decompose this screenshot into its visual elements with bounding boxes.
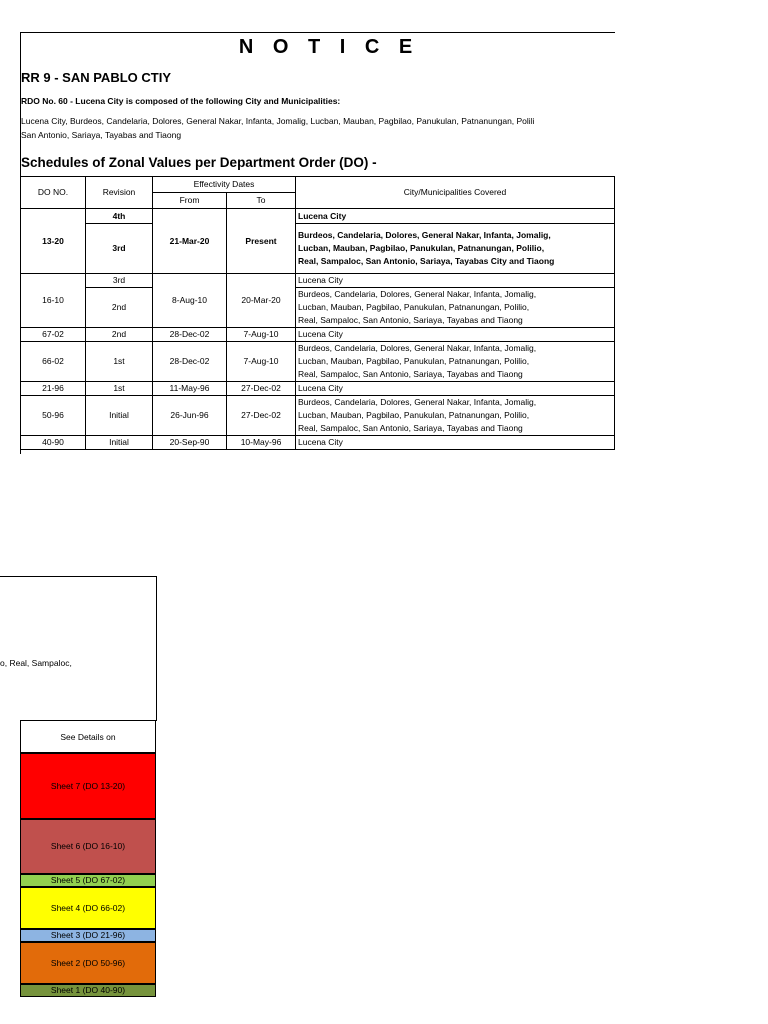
table-cell-covered [296, 396, 615, 436]
table-cell-to: 10-May-96 [227, 436, 296, 450]
table-cell-to: 27-Dec-02 [227, 396, 296, 436]
header-from: From [153, 193, 227, 209]
table-cell-to: 20-Mar-20 [227, 274, 296, 328]
header-revision: Revision [86, 177, 153, 209]
table-cell-from: 21-Mar-20 [153, 209, 227, 274]
table-cell-covered [296, 288, 615, 328]
table-cell-to: 7-Aug-10 [227, 342, 296, 382]
covered-line: Burdeos, Candelaria, Dolores, General Nakar, Infanta, Jomalig, [298, 289, 537, 299]
table-cell-to: 7-Aug-10 [227, 328, 296, 342]
table-cell-revision: 4th [86, 209, 153, 224]
table-cell-from: 20-Sep-90 [153, 436, 227, 450]
zonal-values-table [20, 176, 615, 450]
sheet-1-link[interactable]: Sheet 1 (DO 40-90) [20, 984, 156, 997]
zonal-values-table-wrap [20, 176, 616, 466]
table-cell-from: 8-Aug-10 [153, 274, 227, 328]
header-to: To [227, 193, 296, 209]
table-cell-do: 16-10 [21, 274, 86, 328]
table-cell-covered: Lucena City [296, 274, 615, 288]
table-cell-from: 11-May-96 [153, 382, 227, 396]
covered-line: Real, Sampaloc, San Antonio, Sariaya, Tayabas and Tiaong [298, 315, 523, 325]
sheet-2-link[interactable]: Sheet 2 (DO 50-96) [20, 942, 156, 984]
table-cell-do: 67-02 [21, 328, 86, 342]
table-cell-revision: Initial [86, 396, 153, 436]
covered-line: Lucban, Mauban, Pagbilao, Panukulan, Patnanungan, Polilio, [298, 302, 530, 312]
schedule-title: Schedules of Zonal Values per Department Order (DO) - [21, 155, 377, 170]
panel-fragment-text: o, Real, Sampaloc, [0, 658, 72, 668]
covered-line: Lucban, Mauban, Pagbilao, Panukulan, Patnanungan, Polilio, [298, 356, 530, 366]
covered-line: Burdeos, Candelaria, Dolores, General Nakar, Infanta, Jomalig, [298, 397, 537, 407]
table-cell-from: 26-Jun-96 [153, 396, 227, 436]
covered-line: Lucban, Mauban, Pagbilao, Panukulan, Patnanungan, Polilio, [298, 410, 530, 420]
table-cell-covered: Lucena City [296, 209, 615, 224]
top-border [21, 32, 615, 33]
covered-line: Lucban, Mauban, Pagbilao, Panukulan, Patnanungan, Polilio, [298, 243, 545, 253]
notice-title: N O T I C E [238, 36, 420, 58]
table-cell-covered: Lucena City [296, 436, 615, 450]
sheet-5-link[interactable]: Sheet 5 (DO 67-02) [20, 874, 156, 887]
table-cell-do: 66-02 [21, 342, 86, 382]
covered-line: Real, Sampaloc, San Antonio, Sariaya, Tayabas and Tiaong [298, 369, 523, 379]
table-cell-to: 27-Dec-02 [227, 382, 296, 396]
table-cell-covered: Lucena City [296, 382, 615, 396]
table-cell-to: Present [227, 209, 296, 274]
table-cell-revision: 3rd [86, 224, 153, 274]
header-covered: City/Municipalities Covered [296, 177, 615, 209]
table-cell-revision: Initial [86, 436, 153, 450]
sheet-7-link[interactable]: Sheet 7 (DO 13-20) [20, 753, 156, 819]
see-details-label: See Details on [20, 720, 156, 753]
table-cell-revision: 1st [86, 342, 153, 382]
table-cell-from: 28-Dec-02 [153, 328, 227, 342]
covered-line: Burdeos, Candelaria, Dolores, General Nakar, Infanta, Jomalig, [298, 343, 537, 353]
covered-line: Real, Sampaloc, San Antonio, Sariaya, Tayabas City and Tiaong [298, 256, 555, 266]
revenue-region: RR 9 - SAN PABLO CTIY [21, 70, 171, 85]
table-cell-do: 13-20 [21, 209, 86, 274]
sheet-6-link[interactable]: Sheet 6 (DO 16-10) [20, 819, 156, 874]
covered-line: Burdeos, Candelaria, Dolores, General Nakar, Infanta, Jomalig, [298, 230, 551, 240]
municipalities-line-1: Lucena City, Burdeos, Candelaria, Dolores, General Nakar, Infanta, Jomalig, Lucban, Mauban, Pagbilao, Panukulan, Patnanungan, Polili [21, 116, 535, 126]
table-cell-do: 40-90 [21, 436, 86, 450]
table-cell-covered [296, 224, 615, 274]
sheet-navigation-panel [0, 576, 157, 998]
table-cell-covered: Lucena City [296, 328, 615, 342]
table-cell-from: 28-Dec-02 [153, 342, 227, 382]
table-cell-revision: 1st [86, 382, 153, 396]
table-cell-do: 21-96 [21, 382, 86, 396]
table-cell-revision: 2nd [86, 288, 153, 328]
sheet-4-link[interactable]: Sheet 4 (DO 66-02) [20, 887, 156, 929]
table-cell-revision: 2nd [86, 328, 153, 342]
sheet-3-link[interactable]: Sheet 3 (DO 21-96) [20, 929, 156, 942]
rdo-description: RDO No. 60 - Lucena City is composed of the following City and Municipalities: [21, 96, 341, 106]
panel-header-box [0, 576, 157, 721]
header-do-no: DO NO. [21, 177, 86, 209]
municipalities-line-2: San Antonio, Sariaya, Tayabas and Tiaong [21, 130, 182, 140]
table-cell-do: 50-96 [21, 396, 86, 436]
table-cell-revision: 3rd [86, 274, 153, 288]
table-cell-covered [296, 342, 615, 382]
covered-line: Real, Sampaloc, San Antonio, Sariaya, Tayabas and Tiaong [298, 423, 523, 433]
header-effectivity: Effectivity Dates [153, 177, 296, 193]
